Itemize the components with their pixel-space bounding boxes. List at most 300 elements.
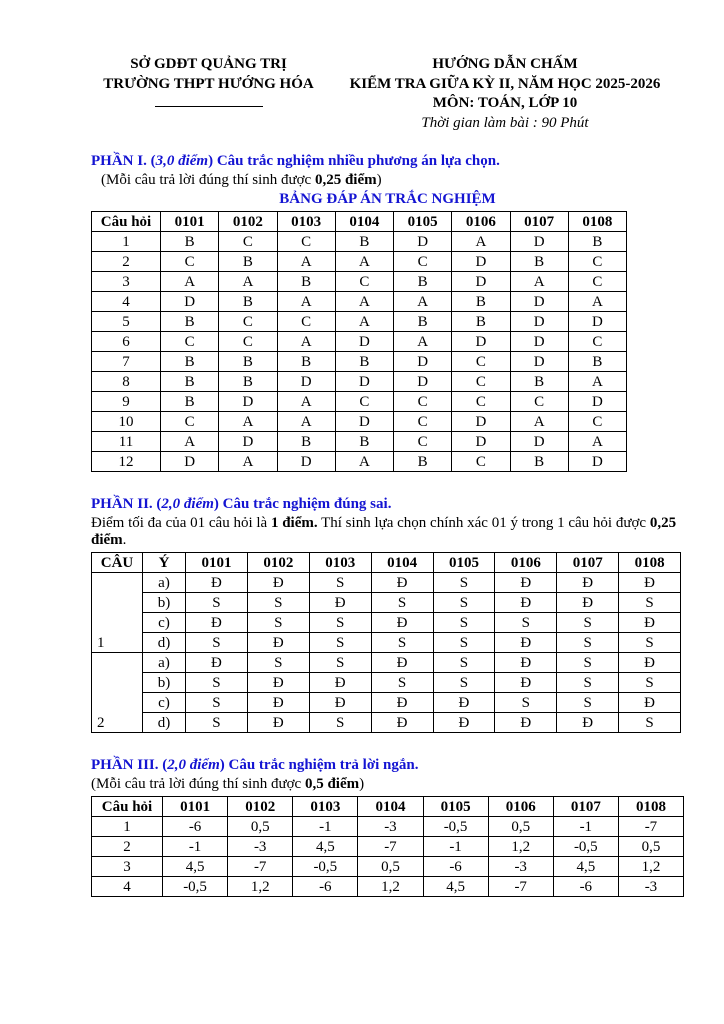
- column-header: Câu hỏi: [92, 212, 161, 232]
- answer-cell: S: [186, 633, 248, 653]
- answer-cell: -0,5: [423, 817, 488, 837]
- answer-cell: B: [452, 312, 510, 332]
- answer-cell: A: [277, 332, 335, 352]
- answer-cell: S: [619, 593, 681, 613]
- row-label: 4: [92, 292, 161, 312]
- exam-block: [326, 55, 684, 133]
- answer-cell: -6: [163, 817, 228, 837]
- row-label: 6: [92, 332, 161, 352]
- answer-cell: B: [568, 232, 626, 252]
- row-label: b): [143, 673, 186, 693]
- answer-cell: C: [219, 332, 277, 352]
- answer-cell: 4,5: [553, 857, 618, 877]
- answer-cell: D: [277, 452, 335, 472]
- answer-cell: S: [186, 713, 248, 733]
- answer-cell: -7: [228, 857, 293, 877]
- table-row: [92, 352, 627, 372]
- column-header: 0108: [619, 553, 681, 573]
- row-label: 5: [92, 312, 161, 332]
- answer-cell: A: [219, 272, 277, 292]
- answer-cell: S: [247, 653, 309, 673]
- answer-cell: S: [619, 673, 681, 693]
- part1-answer-table: [91, 211, 627, 472]
- part3-note-pre: (Mỗi câu trả lời đúng thí sinh được: [91, 776, 305, 792]
- answer-cell: B: [394, 452, 452, 472]
- answer-cell: 4,5: [423, 877, 488, 897]
- answer-cell: D: [394, 352, 452, 372]
- row-label: 1: [92, 817, 163, 837]
- table-row: [92, 613, 681, 633]
- answer-cell: D: [452, 272, 510, 292]
- answer-cell: D: [161, 452, 219, 472]
- answer-cell: A: [335, 312, 393, 332]
- answer-cell: -1: [163, 837, 228, 857]
- answer-cell: C: [394, 252, 452, 272]
- row-label: 3: [92, 857, 163, 877]
- answer-cell: S: [433, 593, 495, 613]
- column-header: 0102: [228, 797, 293, 817]
- answer-cell: S: [433, 673, 495, 693]
- part2-note-points: 0,25 điểm: [91, 515, 677, 548]
- answer-cell: D: [510, 332, 568, 352]
- answer-cell: -7: [488, 877, 553, 897]
- answer-cell: D: [452, 332, 510, 352]
- answer-cell: D: [452, 432, 510, 452]
- table-row: [92, 633, 681, 653]
- answer-cell: C: [452, 452, 510, 472]
- answer-cell: D: [510, 352, 568, 372]
- answer-cell: D: [335, 332, 393, 352]
- table-row: [92, 653, 681, 673]
- answer-cell: Đ: [309, 673, 371, 693]
- answer-cell: A: [568, 372, 626, 392]
- answer-cell: Đ: [619, 693, 681, 713]
- row-label: a): [143, 573, 186, 593]
- answer-cell: C: [277, 232, 335, 252]
- answer-cell: D: [568, 452, 626, 472]
- answer-cell: A: [277, 292, 335, 312]
- column-header: 0105: [423, 797, 488, 817]
- answer-cell: B: [161, 232, 219, 252]
- answer-cell: B: [161, 352, 219, 372]
- answer-cell: S: [433, 633, 495, 653]
- answer-cell: A: [568, 292, 626, 312]
- answer-cell: B: [510, 252, 568, 272]
- answer-cell: -0,5: [553, 837, 618, 857]
- column-header: 0108: [568, 212, 626, 232]
- answer-cell: S: [309, 713, 371, 733]
- answer-cell: C: [219, 232, 277, 252]
- document-header: [91, 55, 684, 133]
- column-header: 0107: [557, 553, 619, 573]
- answer-cell: C: [394, 412, 452, 432]
- header-underline: [155, 98, 263, 107]
- column-header: 0101: [163, 797, 228, 817]
- part2-heading-prefix: PHẦN II. (: [91, 496, 162, 512]
- answer-cell: Đ: [557, 713, 619, 733]
- answer-cell: Đ: [495, 573, 557, 593]
- answer-cell: Đ: [247, 693, 309, 713]
- answer-cell: 4,5: [163, 857, 228, 877]
- column-header: 0101: [186, 553, 248, 573]
- answer-cell: S: [557, 653, 619, 673]
- column-header: 0108: [618, 797, 683, 817]
- column-header: 0107: [553, 797, 618, 817]
- table-row: [92, 372, 627, 392]
- answer-cell: Đ: [309, 693, 371, 713]
- answer-cell: S: [309, 613, 371, 633]
- answer-cell: S: [557, 613, 619, 633]
- answer-cell: S: [557, 693, 619, 713]
- table-row: [92, 392, 627, 412]
- answer-cell: B: [219, 252, 277, 272]
- part1-note-pre: (Mỗi câu trả lời đúng thí sinh được: [101, 172, 315, 188]
- answer-cell: C: [452, 352, 510, 372]
- table-row: [92, 292, 627, 312]
- part2-note-post: .: [122, 532, 127, 548]
- answer-cell: S: [186, 593, 248, 613]
- answer-cell: C: [568, 272, 626, 292]
- part2-note: [91, 515, 684, 549]
- answer-cell: Đ: [309, 593, 371, 613]
- row-label: d): [143, 633, 186, 653]
- answer-cell: Đ: [247, 713, 309, 733]
- answer-cell: 1,2: [228, 877, 293, 897]
- answer-cell: D: [510, 232, 568, 252]
- answer-cell: 0,5: [228, 817, 293, 837]
- answer-cell: S: [309, 653, 371, 673]
- answer-cell: Đ: [186, 613, 248, 633]
- answer-cell: 4,5: [293, 837, 358, 857]
- answer-cell: A: [335, 252, 393, 272]
- answer-cell: Đ: [433, 693, 495, 713]
- answer-cell: A: [335, 452, 393, 472]
- answer-cell: A: [335, 292, 393, 312]
- answer-cell: C: [394, 392, 452, 412]
- answer-cell: A: [161, 272, 219, 292]
- answer-cell: S: [495, 613, 557, 633]
- part3-heading-points: 2,0 điểm: [167, 757, 220, 773]
- row-label: 2: [92, 252, 161, 272]
- table-row: [92, 312, 627, 332]
- answer-cell: -7: [358, 837, 423, 857]
- answer-cell: S: [557, 633, 619, 653]
- answer-cell: Đ: [247, 673, 309, 693]
- answer-cell: Đ: [247, 633, 309, 653]
- answer-cell: S: [495, 693, 557, 713]
- answer-cell: C: [568, 412, 626, 432]
- row-label: 1: [92, 232, 161, 252]
- answer-cell: -1: [553, 817, 618, 837]
- table-row: [92, 232, 627, 252]
- column-header: 0101: [161, 212, 219, 232]
- row-label: 8: [92, 372, 161, 392]
- answer-cell: B: [335, 432, 393, 452]
- answer-cell: C: [219, 312, 277, 332]
- row-label: 3: [92, 272, 161, 292]
- answer-cell: D: [277, 372, 335, 392]
- answer-cell: D: [568, 312, 626, 332]
- answer-cell: A: [510, 412, 568, 432]
- part2-heading-suffix: ) Câu trắc nghiệm đúng sai.: [213, 496, 392, 512]
- part3-note-points: 0,5 điểm: [304, 776, 360, 792]
- answer-cell: S: [247, 613, 309, 633]
- answer-cell: -7: [618, 817, 683, 837]
- answer-cell: Đ: [186, 573, 248, 593]
- column-header: 0103: [277, 212, 335, 232]
- answer-cell: A: [277, 412, 335, 432]
- part3-heading: [91, 757, 684, 774]
- table-row: [92, 877, 684, 897]
- answer-cell: Đ: [619, 573, 681, 593]
- answer-cell: S: [433, 653, 495, 673]
- answer-cell: B: [161, 312, 219, 332]
- answer-cell: B: [568, 352, 626, 372]
- column-header: 0107: [510, 212, 568, 232]
- answer-cell: -3: [228, 837, 293, 857]
- answer-cell: A: [394, 332, 452, 352]
- answer-cell: B: [277, 432, 335, 452]
- column-header: Ý: [143, 553, 186, 573]
- part1-table-title: BẢNG ĐÁP ÁN TRẮC NGHIỆM: [279, 191, 496, 207]
- answer-cell: B: [335, 352, 393, 372]
- table-row: [92, 713, 681, 733]
- answer-cell: 1,2: [488, 837, 553, 857]
- answer-cell: Đ: [495, 653, 557, 673]
- column-header: 0104: [335, 212, 393, 232]
- answer-cell: S: [309, 633, 371, 653]
- answer-cell: B: [335, 232, 393, 252]
- answer-cell: S: [371, 673, 433, 693]
- row-label: a): [143, 653, 186, 673]
- answer-cell: C: [161, 412, 219, 432]
- answer-cell: S: [619, 633, 681, 653]
- part2-note-pre: Điểm tối đa của 01 câu hỏi là: [91, 515, 271, 531]
- column-header: 0106: [488, 797, 553, 817]
- answer-cell: C: [335, 392, 393, 412]
- answer-cell: D: [452, 252, 510, 272]
- answer-cell: B: [394, 312, 452, 332]
- school-name: TRƯỜNG THPT HƯỚNG HÓA: [103, 75, 314, 92]
- answer-cell: D: [510, 292, 568, 312]
- part1-heading-prefix: PHẦN I. (: [91, 153, 156, 169]
- row-label: 12: [92, 452, 161, 472]
- answer-cell: Đ: [495, 713, 557, 733]
- answer-cell: D: [335, 412, 393, 432]
- part3-answer-table: [91, 796, 684, 897]
- column-header: 0105: [433, 553, 495, 573]
- answer-cell: S: [309, 573, 371, 593]
- answer-cell: A: [219, 452, 277, 472]
- column-header: CÂU: [92, 553, 143, 573]
- answer-cell: S: [247, 593, 309, 613]
- answer-cell: S: [557, 673, 619, 693]
- answer-cell: Đ: [619, 613, 681, 633]
- answer-cell: Đ: [619, 653, 681, 673]
- group-label: 1: [92, 573, 143, 653]
- answer-cell: D: [510, 432, 568, 452]
- table-row: [92, 252, 627, 272]
- table-row: [92, 593, 681, 613]
- answer-cell: B: [394, 272, 452, 292]
- answer-cell: Đ: [557, 593, 619, 613]
- answer-cell: Đ: [371, 573, 433, 593]
- answer-cell: S: [186, 693, 248, 713]
- table-row: [92, 693, 681, 713]
- answer-cell: D: [161, 292, 219, 312]
- row-label: 9: [92, 392, 161, 412]
- answer-cell: C: [161, 332, 219, 352]
- answer-cell: S: [371, 633, 433, 653]
- answer-cell: C: [568, 332, 626, 352]
- row-label: b): [143, 593, 186, 613]
- column-header: 0104: [371, 553, 433, 573]
- answer-cell: B: [510, 372, 568, 392]
- answer-cell: B: [219, 372, 277, 392]
- table-row: [92, 332, 627, 352]
- part3-note-post: ): [359, 776, 365, 792]
- answer-cell: B: [510, 452, 568, 472]
- answer-cell: -0,5: [163, 877, 228, 897]
- answer-cell: C: [161, 252, 219, 272]
- answer-cell: C: [335, 272, 393, 292]
- answer-cell: A: [277, 252, 335, 272]
- answer-cell: -6: [293, 877, 358, 897]
- answer-cell: C: [568, 252, 626, 272]
- answer-cell: C: [277, 312, 335, 332]
- answer-cell: B: [452, 292, 510, 312]
- part2-note-mid: Thí sinh lựa chọn chính xác 01 ý trong 1 câu hỏi được: [317, 515, 650, 531]
- column-header: 0106: [495, 553, 557, 573]
- exam-title: KIỂM TRA GIỮA KỲ II, NĂM HỌC 2025-2026: [349, 75, 661, 92]
- table-row: [92, 573, 681, 593]
- answer-cell: A: [510, 272, 568, 292]
- answer-cell: -6: [553, 877, 618, 897]
- answer-cell: A: [161, 432, 219, 452]
- part2-heading: [91, 496, 684, 513]
- school-block: [91, 55, 326, 107]
- row-label: d): [143, 713, 186, 733]
- part1-note-points: 0,25 điểm: [314, 172, 377, 188]
- answer-cell: Đ: [433, 713, 495, 733]
- answer-cell: A: [568, 432, 626, 452]
- column-header: 0105: [394, 212, 452, 232]
- answer-cell: Đ: [247, 573, 309, 593]
- answer-cell: B: [161, 372, 219, 392]
- answer-cell: Đ: [495, 593, 557, 613]
- answer-cell: -3: [618, 877, 683, 897]
- row-label: 4: [92, 877, 163, 897]
- duration-line: Thời gian làm bài : 90 Phút: [421, 114, 589, 131]
- row-label: c): [143, 613, 186, 633]
- part2-heading-points: 2,0 điểm: [161, 496, 214, 512]
- column-header: 0103: [309, 553, 371, 573]
- part3-heading-suffix: ) Câu trắc nghiệm trả lời ngắn.: [219, 757, 419, 773]
- part1-heading-points: 3,0 điểm: [155, 153, 209, 169]
- answer-cell: Đ: [371, 693, 433, 713]
- answer-cell: B: [277, 272, 335, 292]
- answer-cell: Đ: [371, 613, 433, 633]
- answer-cell: S: [433, 573, 495, 593]
- answer-cell: -3: [358, 817, 423, 837]
- answer-cell: 0,5: [358, 857, 423, 877]
- answer-cell: -6: [423, 857, 488, 877]
- part3-note: [91, 776, 684, 793]
- answer-cell: A: [219, 412, 277, 432]
- row-label: 2: [92, 837, 163, 857]
- answer-cell: S: [619, 713, 681, 733]
- answer-cell: D: [568, 392, 626, 412]
- doc-title: HƯỚNG DẪN CHẤM: [432, 56, 578, 72]
- answer-cell: -1: [293, 817, 358, 837]
- row-label: 7: [92, 352, 161, 372]
- answer-cell: Đ: [371, 713, 433, 733]
- answer-cell: D: [335, 372, 393, 392]
- answer-cell: 0,5: [488, 817, 553, 837]
- answer-cell: C: [452, 372, 510, 392]
- part2-note-max: 1 điểm.: [270, 515, 318, 531]
- row-label: 10: [92, 412, 161, 432]
- table-row: [92, 272, 627, 292]
- answer-cell: A: [452, 232, 510, 252]
- part1-heading-suffix: ) Câu trắc nghiệm nhiều phương án lựa chọn.: [208, 153, 500, 169]
- part1-note: [91, 172, 684, 189]
- group-label: 2: [92, 653, 143, 733]
- table-row: [92, 673, 681, 693]
- answer-cell: S: [371, 593, 433, 613]
- answer-cell: A: [277, 392, 335, 412]
- answer-cell: C: [510, 392, 568, 412]
- answer-cell: 1,2: [618, 857, 683, 877]
- part1-heading: [91, 153, 684, 170]
- column-header: 0104: [358, 797, 423, 817]
- subject-line: MÔN: TOÁN, LỚP 10: [432, 95, 578, 111]
- answer-cell: Đ: [186, 653, 248, 673]
- table-row: [92, 837, 684, 857]
- column-header: 0106: [452, 212, 510, 232]
- part3-heading-prefix: PHẦN III. (: [91, 757, 168, 773]
- table-row: [92, 817, 684, 837]
- column-header: 0103: [293, 797, 358, 817]
- table-row: [92, 452, 627, 472]
- answer-cell: 0,5: [618, 837, 683, 857]
- answer-cell: D: [510, 312, 568, 332]
- answer-cell: S: [186, 673, 248, 693]
- answer-cell: Đ: [495, 633, 557, 653]
- answer-cell: 1,2: [358, 877, 423, 897]
- answer-cell: -3: [488, 857, 553, 877]
- part2-answer-table: [91, 552, 681, 733]
- column-header: 0102: [219, 212, 277, 232]
- answer-cell: D: [219, 392, 277, 412]
- answer-cell: D: [394, 232, 452, 252]
- table-row: [92, 857, 684, 877]
- answer-cell: Đ: [371, 653, 433, 673]
- answer-cell: Đ: [557, 573, 619, 593]
- answer-cell: D: [219, 432, 277, 452]
- answer-cell: D: [452, 412, 510, 432]
- answer-cell: C: [452, 392, 510, 412]
- table-row: [92, 412, 627, 432]
- row-label: c): [143, 693, 186, 713]
- answer-cell: B: [161, 392, 219, 412]
- department-name: SỞ GDĐT QUẢNG TRỊ: [130, 56, 287, 72]
- answer-cell: C: [394, 432, 452, 452]
- answer-cell: -1: [423, 837, 488, 857]
- answer-cell: B: [277, 352, 335, 372]
- row-label: 11: [92, 432, 161, 452]
- answer-cell: Đ: [495, 673, 557, 693]
